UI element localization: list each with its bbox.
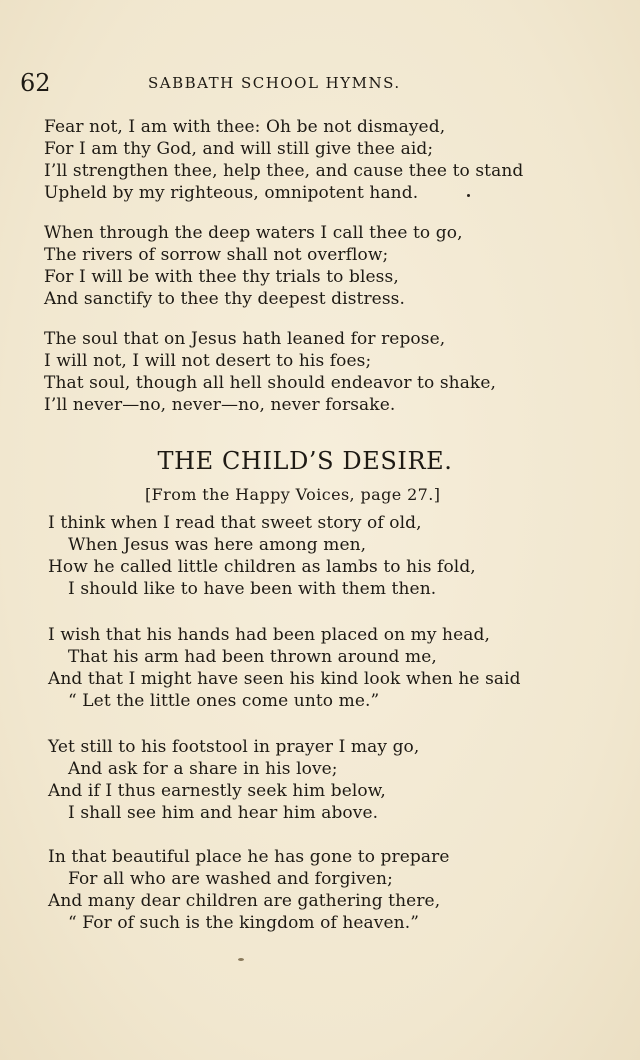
page-number: 62	[20, 69, 51, 97]
verse-line: And sanctify to thee thy deepest distress.	[44, 289, 405, 309]
page-header	[20, 68, 610, 98]
verse-line: For I will be with thee thy trials to bless,	[44, 267, 399, 287]
verse-line: I’ll never—no, never—no, never forsake.	[44, 395, 396, 415]
verse-line: That his arm had been thrown around me,	[68, 647, 437, 667]
verse-line: For all who are washed and forgiven;	[68, 869, 393, 889]
verse-line: For I am thy God, and will still give thee aid;	[44, 139, 434, 159]
verse-line: I should like to have been with them then.	[68, 579, 437, 599]
verse-line: How he called little children as lambs to his fold,	[48, 557, 476, 577]
verse-line: I shall see him and hear him above.	[68, 803, 379, 823]
verse-line: That soul, though all hell should endeavor to shake,	[44, 373, 496, 393]
verse-line: I think when I read that sweet story of old,	[48, 513, 422, 533]
verse-line: When through the deep waters I call thee to go,	[44, 223, 463, 243]
verse-line: Yet still to his footstool in prayer I may go,	[48, 737, 420, 757]
running-head: SABBATH SCHOOL HYMNS.	[148, 74, 401, 92]
verse-line: Fear not, I am with thee: Oh be not dismayed,	[44, 117, 446, 137]
verse-line: And that I might have seen his kind look when he said	[48, 669, 521, 689]
verse-line: “ Let the little ones come unto me.”	[68, 691, 380, 711]
hymn-title: THE CHILD’S DESIRE.	[157, 447, 453, 475]
verse-line: And ask for a share in his love;	[68, 759, 338, 779]
verse-line: And many dear children are gathering there,	[48, 891, 441, 911]
verse-line: I’ll strengthen thee, help thee, and cause thee to stand	[44, 161, 524, 181]
hymn-source-note: [From the Happy Voices, page 27.]	[145, 485, 441, 504]
verse-line: Upheld by my righteous, omnipotent hand.	[44, 183, 419, 203]
verse-line: In that beautiful place he has gone to prepare	[48, 847, 450, 867]
verse-line: And if I thus earnestly seek him below,	[48, 781, 386, 801]
verse-line: The rivers of sorrow shall not overflow;	[44, 245, 389, 265]
verse-line: “ For of such is the kingdom of heaven.”	[68, 913, 420, 933]
ink-speck	[467, 194, 470, 197]
verse-line: When Jesus was here among men,	[68, 535, 367, 555]
verse-line: The soul that on Jesus hath leaned for repose,	[44, 329, 446, 349]
verse-line: I wish that his hands had been placed on my head,	[48, 625, 490, 645]
ink-speck	[238, 958, 244, 961]
verse-line: I will not, I will not desert to his foes;	[44, 351, 372, 371]
